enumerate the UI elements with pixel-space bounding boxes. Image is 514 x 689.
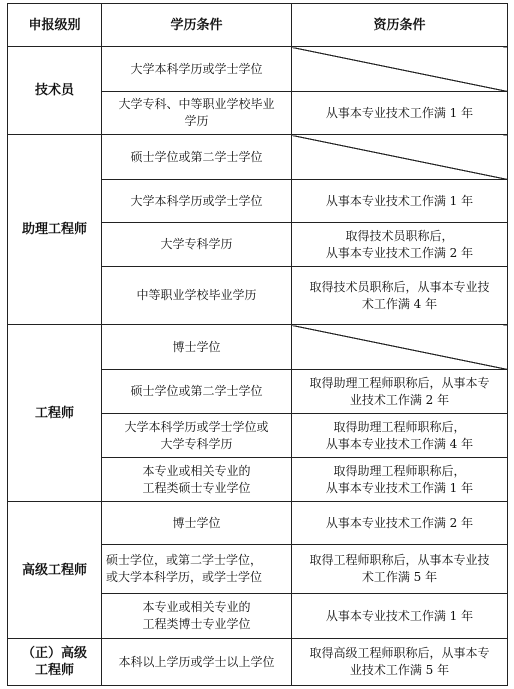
qualification-cell: 取得技术员职称后， 从事本专业技术工作满 2 年 bbox=[292, 223, 508, 267]
education-cell: 本专业或相关专业的 工程类博士专业学位 bbox=[102, 594, 292, 639]
education-cell: 硕士学位，或第二学士学位， 或大学本科学历，或学士学位 bbox=[102, 545, 292, 594]
table-row bbox=[8, 325, 508, 370]
table-row bbox=[8, 502, 508, 545]
empty-diagonal-cell bbox=[292, 135, 508, 180]
level-assistant-engineer: 助理工程师 bbox=[8, 135, 102, 325]
education-cell: 本专业或相关专业的 工程类硕士专业学位 bbox=[102, 458, 292, 502]
education-cell: 博士学位 bbox=[102, 502, 292, 545]
qualification-cell: 从事本专业技术工作满 2 年 bbox=[292, 502, 508, 545]
level-professor-engineer: （正）高级 工程师 bbox=[8, 639, 102, 686]
qualification-cell: 取得工程师职称后，从事本专业技 术工作满 5 年 bbox=[292, 545, 508, 594]
qualification-cell: 取得助理工程师职称后，从事本专 业技术工作满 2 年 bbox=[292, 370, 508, 414]
qualification-cell: 取得高级工程师职称后，从事本专 业技术工作满 5 年 bbox=[292, 639, 508, 686]
header-level: 申报级别 bbox=[8, 4, 102, 47]
qualification-cell: 从事本专业技术工作满 1 年 bbox=[292, 594, 508, 639]
qualification-cell: 取得技术员职称后，从事本专业技 术工作满 4 年 bbox=[292, 267, 508, 325]
education-cell: 本科以上学历或学士以上学位 bbox=[102, 639, 292, 686]
education-cell: 大学本科学历或学士学位 bbox=[102, 180, 292, 223]
education-cell: 大学本科学历或学士学位或 大学专科学历 bbox=[102, 414, 292, 458]
level-technician: 技术员 bbox=[8, 47, 102, 135]
level-engineer: 工程师 bbox=[8, 325, 102, 502]
education-cell: 硕士学位或第二学士学位 bbox=[102, 370, 292, 414]
education-cell: 博士学位 bbox=[102, 325, 292, 370]
header-qualification: 资历条件 bbox=[292, 4, 508, 47]
education-cell: 大学专科学历 bbox=[102, 223, 292, 267]
qualification-cell: 取得助理工程师职称后， 从事本专业技术工作满 1 年 bbox=[292, 458, 508, 502]
table-row bbox=[8, 135, 508, 180]
table-header-row bbox=[8, 4, 508, 47]
table-row bbox=[8, 47, 508, 92]
education-cell: 大学本科学历或学士学位 bbox=[102, 47, 292, 92]
header-education: 学历条件 bbox=[102, 4, 292, 47]
qualification-table bbox=[7, 3, 508, 686]
qualification-cell: 取得助理工程师职称后， 从事本专业技术工作满 4 年 bbox=[292, 414, 508, 458]
level-senior-engineer: 高级工程师 bbox=[8, 502, 102, 639]
table-row bbox=[8, 639, 508, 686]
education-cell: 中等职业学校毕业学历 bbox=[102, 267, 292, 325]
empty-diagonal-cell bbox=[292, 325, 508, 370]
education-cell: 硕士学位或第二学士学位 bbox=[102, 135, 292, 180]
empty-diagonal-cell bbox=[292, 47, 508, 92]
qualification-cell: 从事本专业技术工作满 1 年 bbox=[292, 180, 508, 223]
education-cell: 大学专科、中等职业学校毕业 学历 bbox=[102, 92, 292, 135]
qualification-cell: 从事本专业技术工作满 1 年 bbox=[292, 92, 508, 135]
